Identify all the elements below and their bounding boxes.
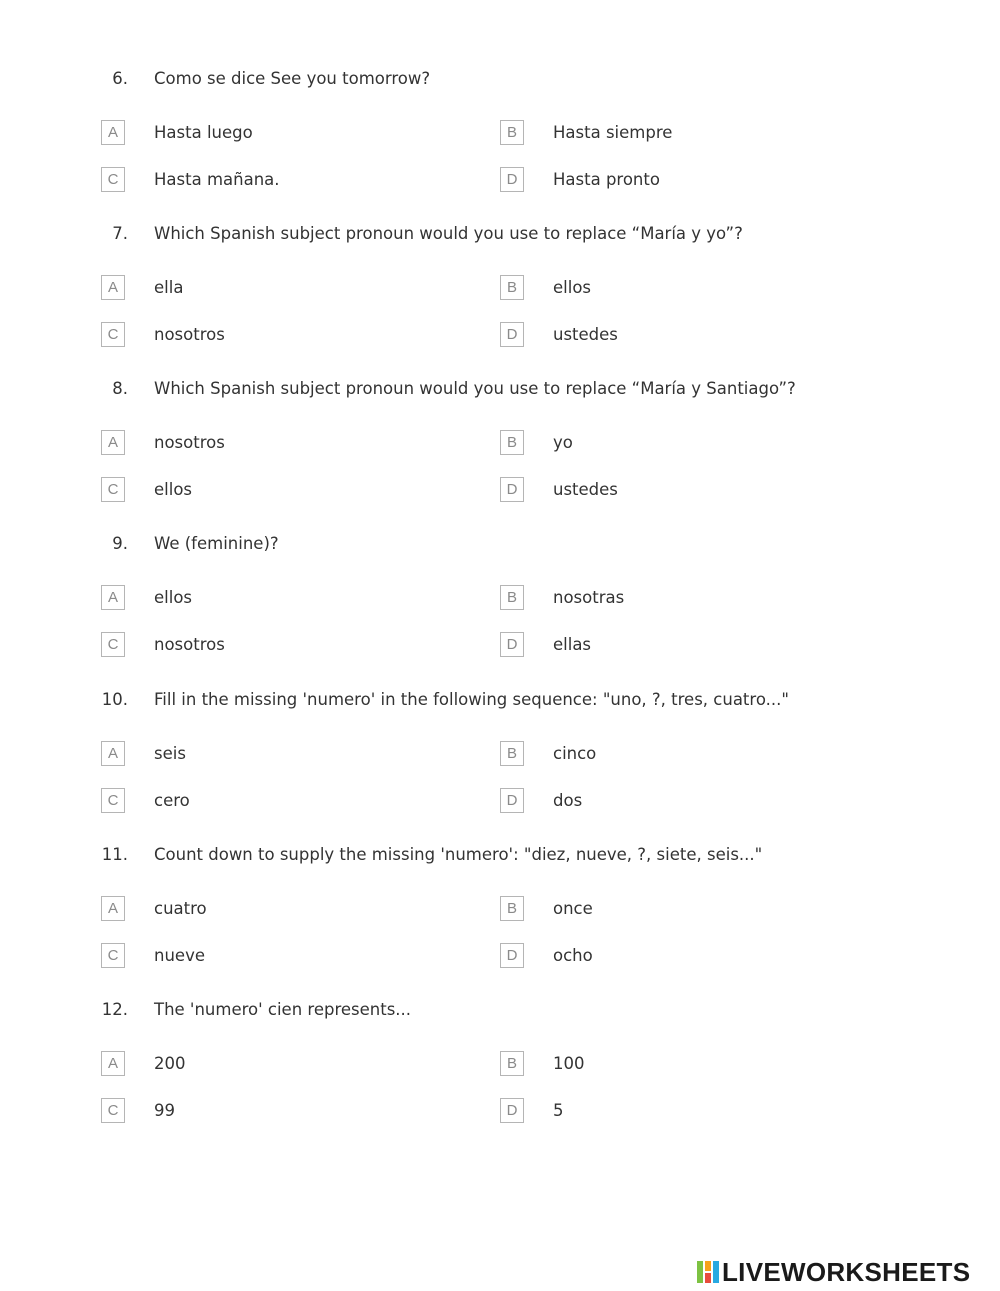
option-text: ocho	[553, 946, 593, 965]
option-text: cero	[154, 791, 190, 810]
option-letter-box[interactable]: B	[500, 120, 524, 145]
logo-bar-red	[705, 1273, 711, 1283]
option-text: nosotras	[553, 588, 625, 607]
question-number: 9.	[112, 534, 128, 553]
option-letter-box[interactable]: D	[500, 167, 524, 192]
option-text: once	[553, 899, 593, 918]
question-number: 10.	[101, 690, 128, 709]
option-letter-box[interactable]: A	[101, 430, 125, 455]
question-number: 6.	[112, 69, 128, 88]
option-text: 99	[154, 1101, 175, 1120]
option-text: dos	[553, 791, 583, 810]
logo-bar-orange	[705, 1261, 711, 1271]
option-letter-box[interactable]: A	[101, 741, 125, 766]
question-number: 11.	[101, 845, 128, 864]
option-text: nosotros	[154, 635, 225, 654]
liveworksheets-mark-icon	[697, 1261, 719, 1283]
option-letter-box[interactable]: C	[101, 167, 125, 192]
option-letter-box[interactable]: A	[101, 896, 125, 921]
option-letter-box[interactable]: B	[500, 1051, 524, 1076]
question-number: 7.	[112, 224, 128, 243]
option-text: ustedes	[553, 325, 618, 344]
option-letter-box[interactable]: C	[101, 477, 125, 502]
option-text: 200	[154, 1054, 186, 1073]
option-text: ellos	[154, 588, 193, 607]
option-letter-box[interactable]: B	[500, 585, 524, 610]
option-letter-box[interactable]: C	[101, 632, 125, 657]
option-text: ustedes	[553, 480, 618, 499]
option-letter-box[interactable]: D	[500, 477, 524, 502]
option-letter-box[interactable]: D	[500, 632, 524, 657]
option-letter-box[interactable]: C	[101, 788, 125, 813]
option-text: Hasta siempre	[553, 123, 673, 142]
option-text: nueve	[154, 946, 205, 965]
option-text: Hasta pronto	[553, 170, 660, 189]
question-text: The 'numero' cien represents...	[154, 1000, 412, 1019]
liveworksheets-logo[interactable]	[697, 1259, 970, 1285]
option-text: Hasta luego	[154, 123, 253, 142]
option-letter-box[interactable]: C	[101, 1098, 125, 1123]
option-letter-box[interactable]: B	[500, 275, 524, 300]
option-letter-box[interactable]: D	[500, 322, 524, 347]
option-letter-box[interactable]: D	[500, 1098, 524, 1123]
question-text: Which Spanish subject pronoun would you use to replace “María y yo”?	[154, 224, 743, 243]
option-letter-box[interactable]: C	[101, 322, 125, 347]
option-letter-box[interactable]: A	[101, 1051, 125, 1076]
option-letter-box[interactable]: A	[101, 585, 125, 610]
option-text: ellos	[154, 480, 193, 499]
question-text: Which Spanish subject pronoun would you use to replace “María y Santiago”?	[154, 379, 796, 398]
question-text: Count down to supply the missing 'numero': "diez, nueve, ?, siete, seis..."	[154, 845, 763, 864]
question-text: We (feminine)?	[154, 534, 279, 553]
option-text: Hasta mañana.	[154, 170, 280, 189]
option-text: ella	[154, 278, 184, 297]
option-text: 5	[553, 1101, 564, 1120]
option-text: ellos	[553, 278, 592, 297]
question-number: 12.	[101, 1000, 128, 1019]
option-text: yo	[553, 433, 573, 452]
option-text: ellas	[553, 635, 592, 654]
question-number: 8.	[112, 379, 128, 398]
option-letter-box[interactable]: A	[101, 275, 125, 300]
logo-text: LIVEWORKSHEETS	[722, 1257, 971, 1287]
option-text: cuatro	[154, 899, 207, 918]
option-text: cinco	[553, 744, 597, 763]
option-letter-box[interactable]: A	[101, 120, 125, 145]
question-text: Como se dice See you tomorrow?	[154, 69, 431, 88]
option-letter-box[interactable]: B	[500, 430, 524, 455]
logo-bar-blue	[713, 1261, 719, 1283]
logo-bar-green	[697, 1261, 703, 1283]
option-letter-box[interactable]: B	[500, 741, 524, 766]
option-letter-box[interactable]: D	[500, 943, 524, 968]
option-text: seis	[154, 744, 186, 763]
question-text: Fill in the missing 'numero' in the following sequence: "uno, ?, tres, cuatro..."	[154, 690, 789, 709]
option-text: nosotros	[154, 325, 225, 344]
option-letter-box[interactable]: D	[500, 788, 524, 813]
option-letter-box[interactable]: B	[500, 896, 524, 921]
option-text: nosotros	[154, 433, 225, 452]
option-letter-box[interactable]: C	[101, 943, 125, 968]
option-text: 100	[553, 1054, 585, 1073]
